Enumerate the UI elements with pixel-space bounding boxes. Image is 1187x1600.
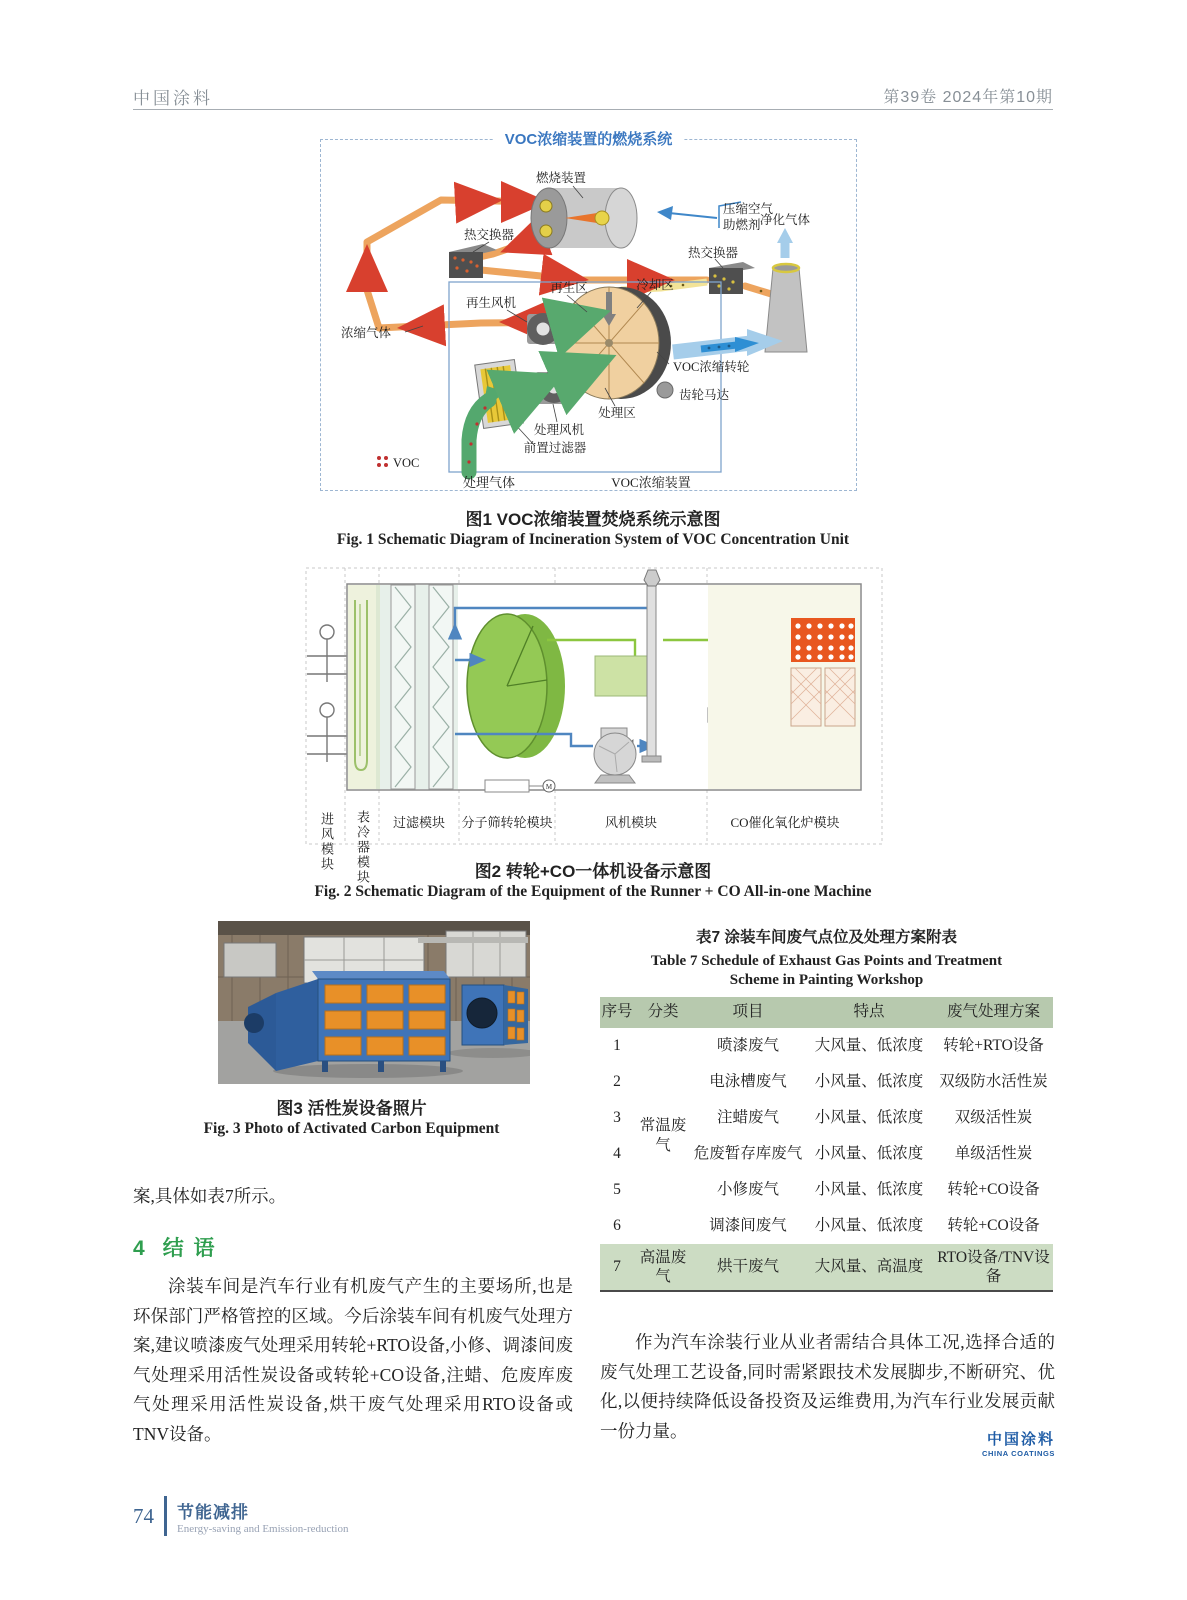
module-label-filter: 过滤模块	[392, 815, 445, 830]
figure2-caption-zh: 图2 转轮+CO一体机设备示意图	[474, 862, 712, 881]
table7-title-en-2: Scheme in Painting Workshop	[729, 972, 924, 988]
regen-fan-label: 再生风机	[465, 296, 517, 310]
cell-scheme: 双级活性炭	[954, 1108, 1033, 1126]
figure1-art	[321, 140, 856, 490]
table-row-high-temp	[600, 1244, 1053, 1292]
filter-section	[380, 585, 458, 789]
cell-feature: 小风量、低浓度	[814, 1216, 924, 1234]
module-label-rotor: 分子筛转轮模块	[461, 815, 553, 830]
voc-legend-dots	[377, 456, 388, 467]
inlet-dampers	[307, 625, 347, 762]
header-rule	[133, 109, 1053, 110]
cell-feature: 小风量、低浓度	[814, 1072, 924, 1090]
cell-no: 6	[613, 1216, 621, 1234]
figure1-caption-en: Fig. 1 Schematic Diagram of Incineration System of VOC Concentration Unit	[336, 531, 850, 548]
cell-item: 烘干废气	[692, 1244, 804, 1292]
regen-zone-label: 再生区	[550, 281, 588, 295]
cell-scheme: 转轮+CO设备	[947, 1216, 1040, 1234]
left-column-paragraph: 涂装车间是汽车行业有机废气产生的主要场所,也是环保部门严格管控的区域。今后涂装车间有机废气处理方案,建议喷漆废气处理采用转轮+RTO设备,小修、调漆间废气处理采用活性炭设备或转轮+CO设备,注蜡、危废库废气处理采用活性炭设备,烘干废气处理采用RTO设备或TNV设备。	[133, 1276, 573, 1444]
co-module	[708, 585, 860, 789]
cell-no: 5	[613, 1180, 621, 1198]
cell-item: 调漆间废气	[709, 1216, 787, 1234]
cell-feature: 小风量、低浓度	[814, 1180, 924, 1198]
col-header-scheme: 废气处理方案	[934, 997, 1053, 1028]
module-label-fan: 风机模块	[604, 815, 657, 830]
table7-grid	[600, 997, 1053, 1292]
footer-section-en: Energy-saving and Emission-reduction	[177, 1522, 349, 1535]
shadow-left	[273, 1064, 463, 1078]
footer-section-zh: 节能减排	[177, 1502, 249, 1522]
left-column-intro: 案,具体如表7所示。	[133, 1186, 287, 1206]
logo-zh: 中国涂料	[986, 1431, 1055, 1448]
col-header-category: 分类	[634, 997, 692, 1028]
page-footer	[133, 1496, 348, 1536]
motor-label: M	[545, 782, 553, 791]
cell-no: 1	[613, 1036, 621, 1054]
heat-exchanger-left-label: 热交换器	[463, 228, 515, 242]
col-header-feature: 特点	[804, 997, 934, 1028]
carbon-cabinet-right	[462, 985, 528, 1045]
cell-scheme: 双级防水活性炭	[939, 1072, 1048, 1090]
table7-header-row	[600, 997, 1053, 1028]
table-row	[600, 1028, 1053, 1064]
cell-item: 喷漆废气	[716, 1036, 779, 1054]
module-label-cooler: 表冷器模块	[355, 809, 370, 885]
cell-feature: 大风量、低浓度	[814, 1036, 924, 1054]
cell-item: 电泳槽废气	[709, 1072, 787, 1090]
burner-device	[531, 186, 637, 248]
burner-label: 燃烧装置	[535, 171, 587, 185]
cooling-zone-label: 冷却区	[636, 278, 674, 292]
compressed-air-label: 压缩空气	[723, 202, 774, 216]
cell-scheme: 转轮+CO设备	[947, 1180, 1040, 1198]
figure3-art	[218, 921, 530, 1084]
footer-divider-bar	[164, 1496, 167, 1536]
figure1	[320, 131, 857, 491]
figure1-box-title: VOC浓缩装置的燃烧系统	[493, 128, 685, 149]
treatment-fan-label: 处理风机	[533, 423, 585, 437]
cell-scheme: 转轮+RTO设备	[943, 1036, 1044, 1054]
table7-block	[600, 925, 1053, 1292]
purified-gas-label: 净化气体	[759, 213, 811, 227]
cell-no: 2	[613, 1072, 621, 1090]
voc-rotor-wheel	[559, 287, 673, 399]
cell-no: 4	[613, 1144, 621, 1162]
cell-no: 7	[600, 1244, 634, 1292]
figure2-caption-en: Fig. 2 Schematic Diagram of the Equipment of the Runner + CO All-in-one Machine	[314, 883, 872, 900]
section-title: 结 语	[162, 1237, 217, 1260]
silencer-box	[595, 656, 651, 696]
cell-scheme: RTO设备/TNV设备	[934, 1244, 1053, 1292]
col-header-item: 项目	[692, 997, 804, 1028]
cell-feature: 小风量、低浓度	[814, 1108, 924, 1126]
right-column-paragraph: 作为汽车涂装行业从业者需结合具体工况,选择合适的废气处理工艺设备,同时需紧跟技术发展脚步,不断研究、优化,以便持续降低设备投资及运维费用,为汽车行业发展贡献一份力量。	[600, 1332, 1055, 1441]
voc-unit-label: VOC浓缩装置	[611, 475, 691, 490]
cell-no: 3	[613, 1108, 621, 1126]
module-label-co: CO催化氧化炉模块	[730, 815, 840, 830]
section-number: 4	[133, 1237, 147, 1260]
figure3-photo	[218, 921, 530, 1084]
page-number: 74	[133, 1503, 154, 1528]
ceiling-duct	[418, 937, 528, 943]
heat-exchanger-right-label: 热交换器	[687, 246, 739, 260]
cell-feature: 小风量、低浓度	[814, 1144, 924, 1162]
module-label-inlet: 进风模块	[319, 812, 334, 872]
treatment-zone-label: 处理区	[598, 406, 636, 420]
treatment-gas-label: 处理气体	[462, 475, 516, 490]
journal-name: 中国涂料	[133, 89, 213, 108]
combustion-aid-label: 助燃剂	[723, 218, 761, 232]
cell-category-high: 高温废气	[634, 1244, 692, 1292]
cooler-section	[348, 585, 384, 789]
cell-scheme: 单级活性炭	[954, 1144, 1033, 1162]
voc-rotor-label: VOC浓缩转轮	[673, 360, 750, 374]
section-heading	[133, 1232, 217, 1262]
voc-legend-label: VOC	[393, 456, 420, 470]
concentrated-gas-label: 浓缩气体	[341, 326, 392, 340]
prefilter-label: 前置过滤器	[523, 441, 587, 455]
chimney	[765, 228, 807, 352]
table7-title-zh: 表7 涂装车间废气点位及处理方案附表	[696, 929, 957, 946]
figure3-caption-en: Fig. 3 Photo of Activated Carbon Equipment	[203, 1120, 500, 1137]
china-coatings-logo	[600, 1428, 1055, 1458]
table7-title-en-1: Table 7 Schedule of Exhaust Gas Points and Treatment	[650, 953, 1003, 969]
issue-info: 第39卷 2024年第10期	[883, 89, 1053, 106]
gear-motor-label: 齿轮马达	[679, 388, 730, 402]
cell-item: 注蜡废气	[716, 1108, 779, 1126]
cell-feature: 大风量、高温度	[804, 1244, 934, 1292]
col-header-no: 序号	[600, 997, 634, 1028]
treatment-fan	[535, 371, 573, 422]
figure3-caption-zh: 图3 活性炭设备照片	[276, 1099, 427, 1118]
cell-category-normal: 常温废气	[639, 1117, 687, 1154]
figure1-caption-zh: 图1 VOC浓缩装置焚烧系统示意图	[465, 510, 721, 529]
cell-item: 小修废气	[716, 1180, 779, 1198]
cell-item: 危废暂存库废气	[693, 1144, 803, 1162]
regen-fan	[507, 310, 563, 345]
logo-en: CHINA COATINGS	[982, 1449, 1055, 1458]
